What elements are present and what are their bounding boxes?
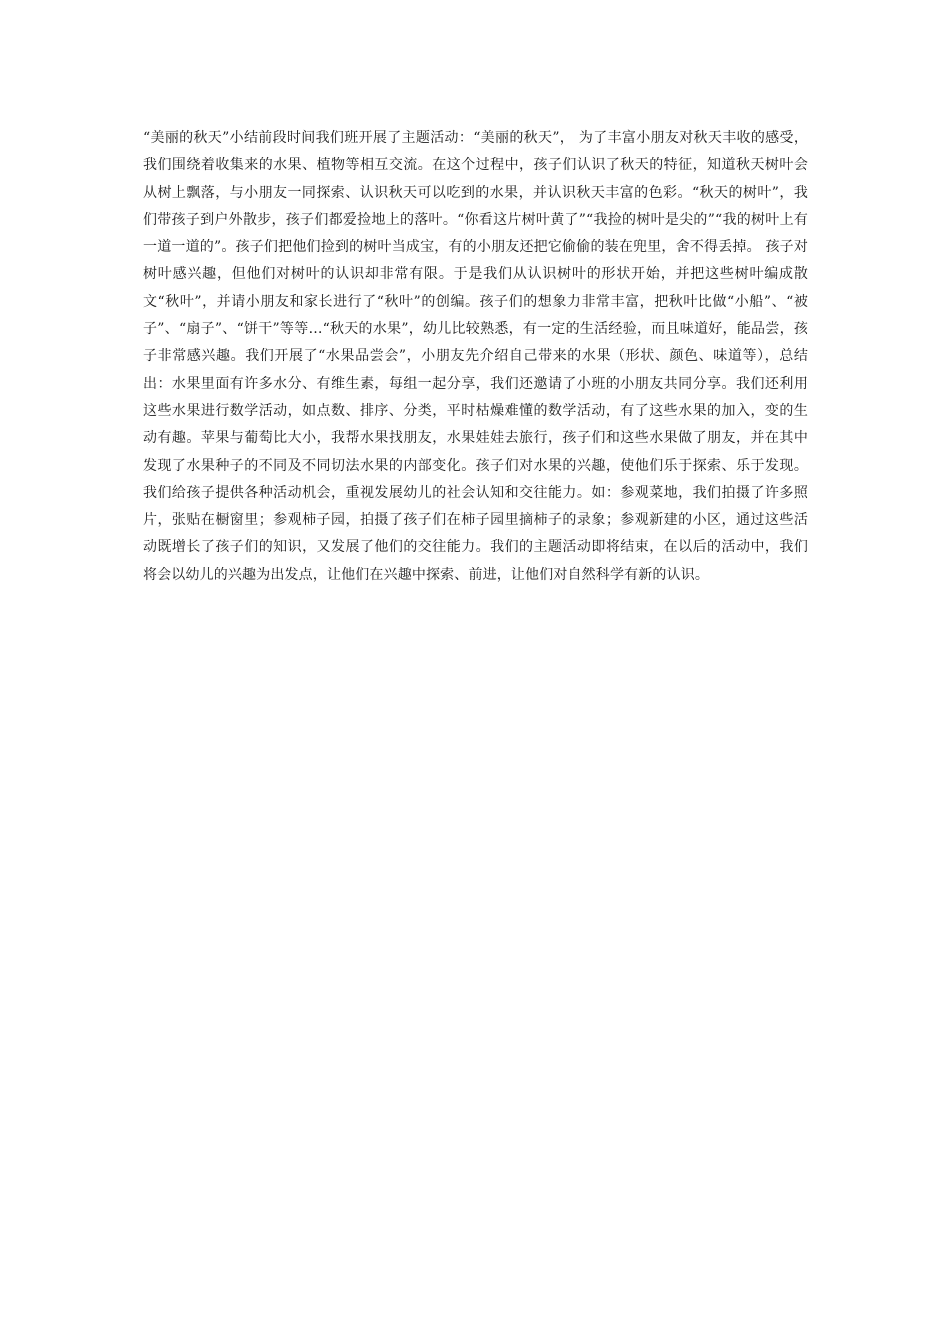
body-paragraph: “美丽的秋天”小结前段时间我们班开展了主题活动：“美丽的秋天”， 为了丰富小朋友对秋天丰收的感受，我们围绕着收集来的水果、植物等相互交流。在这个过程中，孩子们认识了秋天的特征，知道秋天树叶会从树上飘落，与小朋友一同探索、认识秋天可以吃到的水果，并认识秋天丰富的色彩。“秋天的树叶”，我们带孩子到户外散步，孩子们都爱捡地上的落叶。“你看这片树叶黄了”“我捡的树叶是尖的”“我的树叶上有一道一道的”。孩子们把他们捡到的树叶当成宝，有的小朋友还把它偷偷的装在兜里，舍不得丢掉。 孩子对树叶感兴趣，但他们对树叶的认识却非常有限。于是我们从认识树叶的形状开始，并把这些树叶编成散文“秋叶”，并请小朋友和家长进行了“秋叶”的创编。孩子们的想象力非常丰富，把秋叶比做“小船”、“被子”、“扇子”、“饼干”等等…“秋天的水果”，幼儿比较熟悉，有一定的生活经验，而且味道好，能品尝，孩子非常感兴趣。我们开展了“水果品尝会”，小朋友先介绍自己带来的水果（形状、颜色、味道等），总结出：水果里面有许多水分、有维生素，每组一起分享，我们还邀请了小班的小朋友共同分享。我们还利用这些水果进行数学活动，如点数、排序、分类，平时枯燥难懂的数学活动，有了这些水果的加入，变的生动有趣。苹果与葡萄比大小，我帮水果找朋友，水果娃娃去旅行，孩子们和这些水果做了朋友，并在其中发现了水果种子的不同及不同切法水果的内部变化。孩子们对水果的兴趣，使他们乐于探索、乐于发现。我们给孩子提供各种活动机会，重视发展幼儿的社会认知和交往能力。如：参观菜地，我们拍摄了许多照片，张贴在橱窗里；参观柿子园，拍摄了孩子们在柿子园里摘柿子的录象；参观新建的小区，通过这些活动既增长了孩子们的知识，又发展了他们的交往能力。我们的主题活动即将结束，在以后的活动中，我们将会以幼儿的兴趣为出发点，让他们在兴趣中探索、前进，让他们对自然科学有新的认识。 xyxy=(143,130,808,583)
